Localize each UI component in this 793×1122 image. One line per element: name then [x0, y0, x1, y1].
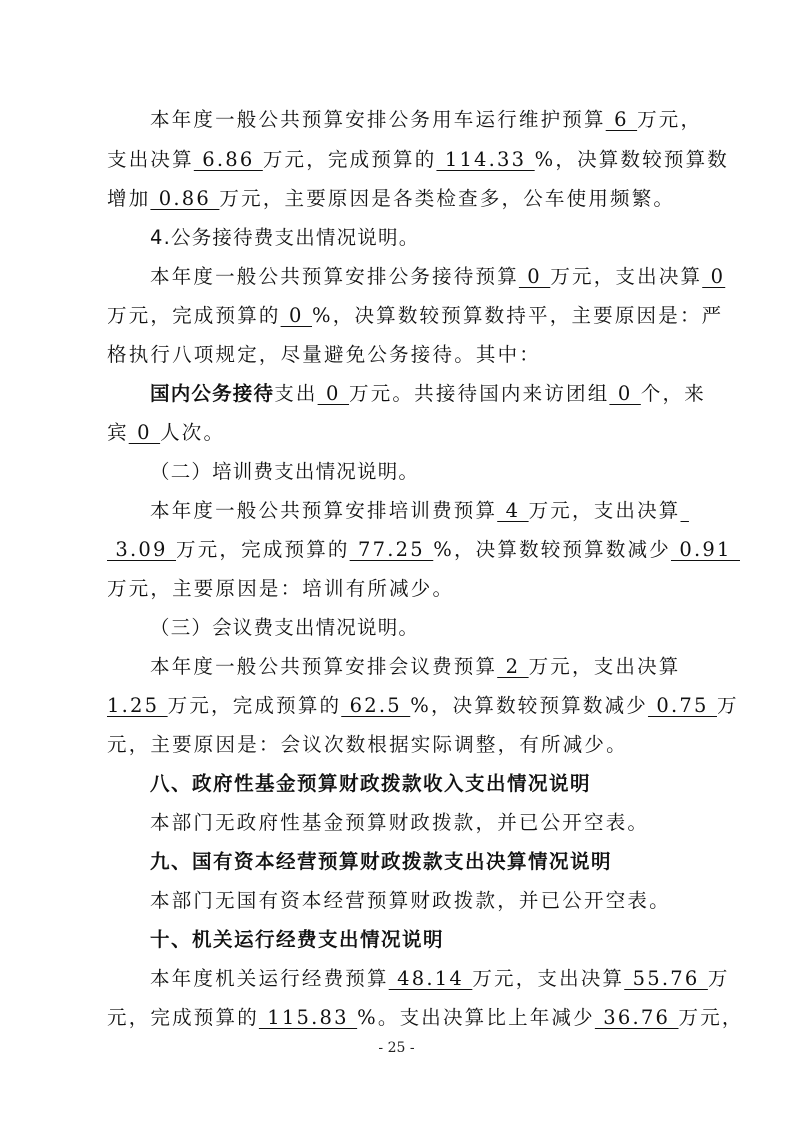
text-run: 增加	[107, 187, 151, 210]
section-heading	[150, 770, 591, 798]
text-run: %，决算数较预算数减少	[410, 694, 648, 717]
text-run: %，决算数较预算数减少	[433, 538, 671, 561]
text-run: 人次。	[160, 421, 226, 444]
paragraph-line	[107, 185, 675, 213]
text-run: 万	[717, 694, 739, 717]
filled-value: 6	[605, 108, 638, 131]
text-run: （三）会议费支出情况说明。	[150, 616, 420, 639]
text-run: （二）培训费支出情况说明。	[150, 460, 420, 483]
text-run: %，决算数较预算数持平，主要原因是：严	[312, 304, 724, 327]
text-run: 本年度一般公共预算安排会议费预算	[150, 655, 498, 678]
text-run: 个，来	[640, 382, 706, 405]
filled-value	[681, 499, 689, 522]
paragraph-line	[107, 731, 628, 759]
text-run: 万元，主要原因是各类检查多，公车使用频繁。	[219, 187, 676, 210]
filled-value: 0	[280, 304, 313, 327]
paragraph-line	[107, 536, 740, 564]
section-subheading	[150, 458, 419, 486]
paragraph-line	[107, 1004, 744, 1032]
filled-value: 77.25	[349, 538, 434, 561]
text-run: 万元，主要原因是：培训有所减少。	[107, 577, 455, 600]
paragraph-line	[107, 575, 454, 603]
text-run: 元，主要原因是：会议次数根据实际调整，有所减少。	[107, 733, 628, 756]
section-subheading	[150, 224, 419, 252]
filled-value: 0.91	[670, 538, 740, 561]
text-run: 九、国有资本经营预算财政拨款支出决算情况说明	[150, 850, 613, 873]
filled-value: 48.14	[388, 967, 473, 990]
text-run: 万元，支出决算	[550, 265, 703, 288]
paragraph-line	[150, 809, 649, 837]
filled-value: 115.83	[258, 1006, 358, 1029]
bold-term: 国内公务接待	[150, 382, 275, 405]
text-run: 本年度一般公共预算安排培训费预算	[150, 499, 498, 522]
text-run: %，决算数较预算数	[534, 148, 730, 171]
text-run: 本年度一般公共预算安排公务用车运行维护预算	[150, 108, 606, 131]
section-heading	[150, 848, 612, 876]
text-run: 万元，支出决算	[528, 655, 681, 678]
text-run: 万元，完成预算的	[176, 538, 350, 561]
text-run: %。支出决算比上年减少	[357, 1006, 595, 1029]
filled-value: 4	[497, 499, 529, 522]
text-run: 万元，支出决算	[472, 967, 625, 990]
text-run: 支出决算	[107, 148, 194, 171]
filled-value: 114.33	[436, 148, 535, 171]
filled-value: 55.76	[624, 967, 708, 990]
paragraph-line	[150, 887, 671, 915]
paragraph-line	[150, 380, 706, 408]
text-run: 万元，完成预算的	[167, 694, 342, 717]
filled-value: 6.86	[193, 148, 263, 171]
text-run: 宾	[107, 421, 129, 444]
text-run: 支出	[274, 382, 318, 405]
section-heading	[150, 926, 444, 954]
paragraph-line	[150, 263, 725, 291]
filled-value: 0	[702, 265, 726, 288]
text-run: 万元。共接待国内来访团组	[349, 382, 610, 405]
paragraph-line	[107, 302, 723, 330]
paragraph-line	[107, 341, 541, 369]
text-run: 本部门无国有资本经营预算财政拨款，并已公开空表。	[150, 889, 671, 912]
section-subheading	[150, 614, 419, 642]
paragraph-line	[150, 653, 681, 681]
filled-value: 0	[609, 382, 641, 405]
paragraph-line	[107, 146, 729, 174]
filled-value: 0	[128, 421, 161, 444]
page-number: - 25 -	[378, 1040, 415, 1056]
text-run: 本年度机关运行经费预算	[150, 967, 389, 990]
filled-value: 0.75	[647, 694, 717, 717]
paragraph-line	[107, 692, 739, 720]
text-run: 万元，支出决算	[528, 499, 681, 522]
filled-value: 0	[317, 382, 350, 405]
paragraph-line	[150, 106, 702, 134]
paragraph-line	[107, 419, 225, 447]
text-run: 十、机关运行经费支出情况说明	[150, 928, 445, 951]
filled-value: 2	[497, 655, 529, 678]
text-run: 万元，	[678, 1006, 744, 1029]
filled-value: 3.09	[107, 538, 177, 561]
paragraph-line	[150, 497, 689, 525]
filled-value: 0	[518, 265, 551, 288]
filled-value: 36.76	[594, 1006, 679, 1029]
filled-value: 1.25	[107, 694, 168, 717]
paragraph-line	[150, 965, 730, 993]
text-run: 万	[707, 967, 730, 990]
filled-value: 0.86	[150, 187, 220, 210]
text-run: 八、政府性基金预算财政拨款收入支出情况说明	[150, 772, 592, 795]
text-run: 格执行八项规定，尽量避免公务接待。其中：	[107, 343, 542, 366]
text-run: 万元，完成预算的	[107, 304, 281, 327]
text-run: 万元，	[637, 108, 703, 131]
text-run: 元，完成预算的	[107, 1006, 259, 1029]
text-run: 本年度一般公共预算安排公务接待预算	[150, 265, 519, 288]
text-run: 万元，完成预算的	[262, 148, 437, 171]
filled-value: 62.5	[341, 694, 411, 717]
text-run: 本部门无政府性基金预算财政拨款，并已公开空表。	[150, 811, 650, 834]
text-run: 4.公务接待费支出情况说明。	[150, 226, 420, 249]
